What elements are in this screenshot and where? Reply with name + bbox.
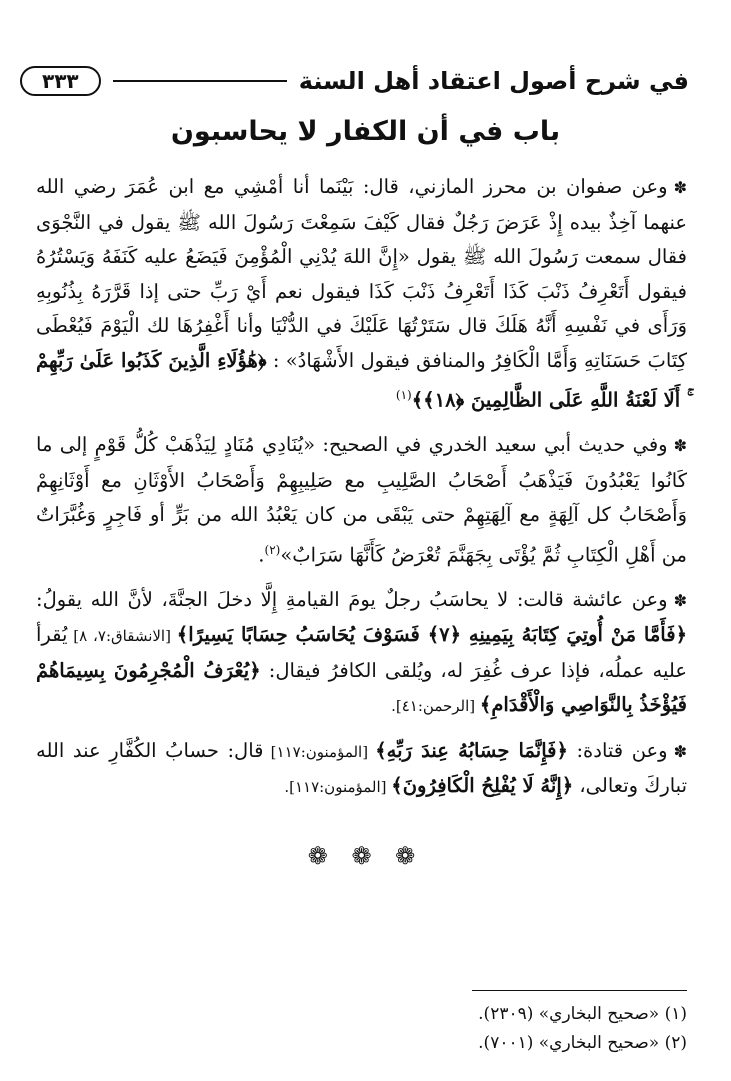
quran-verse: ﴿فَإِنَّمَا حِسَابُهُ عِندَ رَبِّهِ﴾ <box>375 738 568 762</box>
paragraph-star-icon: ✽ <box>673 178 687 197</box>
footnote-2: (٢) «صحيح البخاري» (٧٠٠١). <box>478 1033 687 1053</box>
text-segment: قال: حسابُ الكُفَّارِ عند الله تباركَ وتعالى، <box>36 738 687 797</box>
section-ornament: ❁ ❁ ❁ <box>307 842 424 870</box>
text-segment: يُقرأ عليه عملُه، فإذا عرف غُفِرَ له، ويُلقى الكافرُ فيقال: <box>36 623 687 682</box>
quran-verse: ﴿فَأَمَّا مَنْ أُوتِيَ كِتَابَهُ بِيَمِينِهِ ﴿٧﴾ فَسَوْفَ يُحَاسَبُ حِسَابًا يَسِيرًا﴾ <box>176 623 687 646</box>
footnote-separator <box>472 990 687 991</box>
footnote-1: (١) «صحيح البخاري» (٢٣٠٩). <box>478 1004 687 1024</box>
quran-verse: ﴿هَٰؤُلَاءِ الَّذِينَ كَذَبُوا عَلَىٰ رَبِّهِمْ ۚ أَلَا لَعْنَةُ اللَّهِ عَلَى الظَّالِمِينَ ﴿١٨﴾﴾ <box>36 348 687 412</box>
verse-reference: [الرحمن:٤١]. <box>391 697 480 715</box>
running-title: في شرح أصول اعتقاد أهل السنة <box>298 67 689 95</box>
text-segment: وعن صفوان بن محرز المازني، قال: بَيْنَما أنا أمْشِي مع ابن عُمَرَ رضي الله عنهما آخِذٌ بيده إِذْ عَرَضَ رَجُلٌ فقال كَيْفَ سَمِعْتَ رَسُولَ الله ﷺ يقول في النَّجْوَى فقال سمعت رَسُولَ الله ﷺ يقول «إِنَّ اللهَ يُدْنِي الْمُؤْمِنَ فَيَضَعُ عليه كَنَفَهُ وَيَسْتُرُهُ فيقول أَتَعْرِفُ ذَنْبَ كَذَا أَتَعْرِفُ ذَنْبَ كَذَا فيقول نعم أَيْ رَبِّ حتى إذا قَرَّرَهُ بِذُنُوبِهِ وَرَأَى في نَفْسِهِ أَنَّهُ هَلَكَ قال سَتَرْتُهَا عَلَيْكَ في الدُّنْيَا وأنا أَغْفِرُهَا لك الْيَوْمَ فَيُعْطَى كِتَابَ حَسَنَاتِهِ وَأَمَّا الْكَافِرُ والمنافق فيقول الأَشْهَادُ» : <box>36 175 687 372</box>
chapter-title: باب في أن الكفار لا يحاسبون <box>170 116 561 147</box>
text-segment: . <box>258 543 265 566</box>
running-header <box>20 56 689 106</box>
footnote-marker: (١) <box>395 388 412 402</box>
paragraph <box>36 170 687 418</box>
paragraph-star-icon: ✽ <box>673 436 687 455</box>
quran-verse: ﴿يُعْرَفُ الْمُجْرِمُونَ بِسِيمَاهُمْ فَيُؤْخَذُ بِالنَّوَاصِي وَالْأَقْدَامِ﴾ <box>36 658 687 716</box>
paragraph <box>36 734 687 805</box>
paragraph <box>36 428 687 573</box>
verse-reference: [الانشقاق:٧، ٨] <box>67 627 177 645</box>
footnotes <box>300 1000 687 1058</box>
paragraph <box>36 583 687 724</box>
page-number: ٣٣٣ <box>20 66 101 96</box>
header-rule <box>113 80 287 82</box>
quran-verse: ﴿إِنَّهُ لَا يُفْلِحُ الْكَافِرُونَ﴾ <box>391 774 574 797</box>
footnote-marker: (٢) <box>264 542 281 557</box>
text-segment: وفي حديث أبي سعيد الخدري في الصحيح: «يُنَادِي مُنَادٍ لِيَذْهَبْ كُلُّ قَوْمٍ إلى ما كَانُوا يَعْبُدُونَ فَيَذْهَبُ أَصْحَابُ الصَّلِيبِ مع صَلِيبِهِمْ وَأَصْحَابُ الأَوْثَانِ مع أَوْثَانِهِمْ وَأَصْحَابُ كل آلِهَةٍ مع آلِهَتِهِمْ حتى يَبْقَى من كان يَعْبُدُ الله من بَرٍّ أو فَاجِرٍ وَغُبَّرَاتٌ من أَهْلِ الْكِتَابِ ثُمَّ يُؤْتَى بِجَهَنَّمَ تُعْرَضُ كَأَنَّهَا سَرَابٌ» <box>36 433 687 566</box>
text-segment: وعن قتادة: <box>567 738 668 762</box>
paragraph-star-icon: ✽ <box>673 590 687 610</box>
verse-reference: [المؤمنون:١١٧]. <box>284 778 392 796</box>
text-segment: وعن عائشة قالت: لا يحاسَبُ رجلٌ يومَ القيامةِ إِلَّا دخلَ الجنَّةَ، لأنَّ الله يقولُ: <box>36 587 668 611</box>
body-text <box>36 170 687 815</box>
paragraph-star-icon: ✽ <box>673 741 687 761</box>
verse-reference: [المؤمنون:١١٧] <box>263 742 376 761</box>
